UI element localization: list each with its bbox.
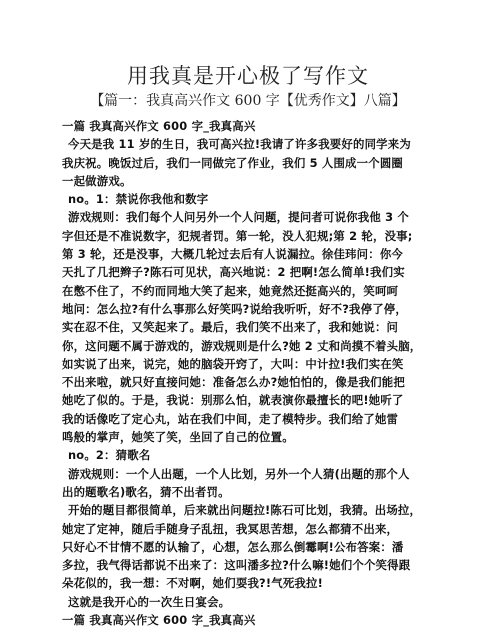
paragraph-line: 一篇 我真高兴作文 600 字_我真高兴: [62, 119, 256, 133]
paragraph-line: 鸣般的掌声，她笑了笑，坐回了自己的位置。: [62, 430, 294, 445]
paragraph-line: 游戏规则：我们每个人问另外一个人问题，提问者可说你我他 3 个: [68, 210, 409, 225]
paragraph-line: 不出来啦，就只好直接问她：准备怎么办?她怕怕的，像是我们能把: [62, 375, 405, 390]
paragraph-line: no。1：禁说你我他和数字: [68, 192, 209, 207]
paragraph-line: 实在忍不住，又笑起来了。最后，我们笑不出来了，我和她说：问: [62, 320, 399, 335]
paragraph-line: 我的话像吃了定心丸，站在我们中间，走了模特步。我们给了她雷: [62, 411, 399, 426]
paragraph-line: 地问：怎么拉?有什么事那么好笑吗?说给我听听，好不?我停了停，: [62, 301, 407, 316]
paragraph-line: 今天是我 11 岁的生日，我可高兴拉!我请了许多我要好的同学来为: [68, 137, 411, 152]
paragraph-line: 一篇 我真高兴作文 600 字_我真高兴: [62, 613, 256, 628]
paragraph-line: 如实说了出来，说完，她的脑袋开窍了，大叫：中计拉!我们实在笑: [62, 356, 404, 371]
paragraph-line: no。2：猜歌名: [68, 448, 151, 463]
paragraph-line: 第 3 轮，还是没事，大概几轮过去后有人说漏拉。徐佳玮问：你今: [62, 247, 403, 262]
paragraph-line: 开始的题目都很简单，后来就出问题拉!陈石可比划，我猜。出场拉，: [68, 503, 422, 518]
paragraph-line: 你，这问题不属于游戏的，游戏规则是什么?她 2 丈和尚摸不着头脑，: [62, 338, 422, 353]
paragraph-line: 朵花似的，我一想：不对啊，她们耍我?!气死我拉!: [62, 576, 324, 591]
paragraph-line: 多拉，我气得话都说不出来了：这叫潘多拉?什么嘛!她们个个笑得跟: [62, 558, 411, 573]
paragraph-line: 一起做游戏。: [62, 173, 132, 188]
paragraph-line: 在憋不住了，不约而同地大笑了起来，她竟然还挺高兴的，笑呵呵: [62, 283, 399, 298]
paragraph-line: 字但还是不准说数字，犯规者罚。第一轮，没人犯规;第 2 轮，没事;: [62, 228, 413, 243]
paragraph-line: 我庆祝。晚饭过后，我们一同做完了作业，我们 5 人围成一个圆圈: [62, 155, 403, 170]
paragraph-line: 天扎了几把辫子?陈石可见状，高兴地说：2 把啊!怎么简单!我们实: [62, 265, 405, 280]
paragraph-line: 游戏规则：一个人出题，一个人比划，另外一个人猜(出题的那个人: [68, 466, 410, 481]
document-subtitle: 【篇一：我真高兴作文 600 字【优秀作文】八篇】: [90, 93, 406, 109]
document-title: 用我真是开心极了写作文: [127, 64, 369, 88]
paragraph-line: 她吃了似的。于是，我说：别那么怕，就表演你最擅长的吧!她听了: [62, 393, 404, 408]
document-body: [62, 117, 446, 628]
paragraph-line: 出的题歌名)歌名，猜不出者罚。: [62, 484, 230, 499]
paragraph-line: 这就是我开心的一次生日宴会。: [68, 594, 231, 609]
paragraph-line: 只好心不甘情不愿的认输了，心想，怎么那么倒霉啊!公布答案：潘: [62, 539, 404, 554]
paragraph-line: 她定了定神，随后手随身子乱扭，我冥思苦想，怎么都猜不出来，: [62, 521, 399, 536]
